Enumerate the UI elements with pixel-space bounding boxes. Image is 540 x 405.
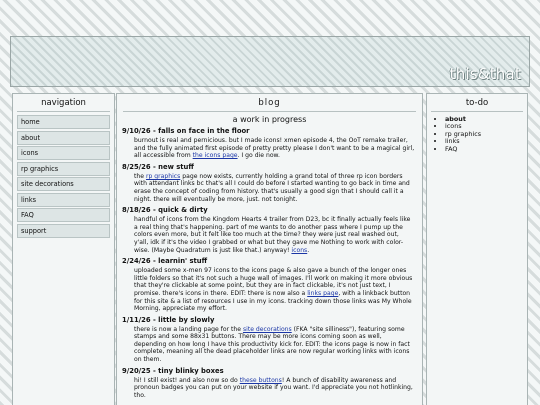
todo-item-icons: • icons <box>445 123 527 130</box>
post-body <box>122 267 415 313</box>
post-body <box>122 377 415 400</box>
blog-post <box>117 257 422 313</box>
navigation-heading: navigation <box>17 94 110 112</box>
post-text: handful of icons from the Kingdom Hearts 4 trailer from D23, bc it finally actually feels like a real thing that's happening. part of me wants to do another pass where I pump up the colors even more, but it felt like too much at the time? they were just real washed out, y'all, idk if it's the video I grabbed or what but they gave me Nothing to work with color-wise. (Maybe Quadratum is just like that.) anyway! <box>134 216 411 254</box>
site-title: this&that <box>449 65 521 83</box>
nav-item-rp-graphics[interactable]: rp graphics <box>17 162 110 176</box>
post-title: 8/25/26 - new stuff <box>122 162 194 171</box>
post-text: (FKA "site silliness"), featuring some stamps and some 88x31 buttons. There may be more icons coming soon as well, depending on how long I have this productivity kick for. EDIT: the icons page is now in fact complete, meaning all the dead placeholder links are now regular working links with icons on them. <box>134 325 410 364</box>
links-page-link[interactable]: links page <box>307 289 339 297</box>
todo-item-faq: • FAQ <box>445 146 527 153</box>
navigation-list <box>13 115 114 238</box>
post-title: 1/11/26 - little by slowly <box>122 315 215 324</box>
nav-item-icons[interactable]: icons <box>17 146 110 160</box>
nav-item-site-decorations[interactable]: site decorations <box>17 177 110 191</box>
post-text: uploaded some x-men 97 icons to the icons page & also gave a bunch of the longer ones little folders so that it's not such a huge wall of images. I'll work on making it more obvious that they're clickable at some point, but they are in fact clickable, it's not just text, I promise. there's icons in there. EDIT: there is now also a <box>134 267 413 297</box>
blog-heading: blog <box>123 94 416 112</box>
blog-panel <box>116 93 423 405</box>
nav-item-links[interactable]: links <box>17 193 110 207</box>
post-title: 9/20/25 - tiny blinky boxes <box>122 366 224 375</box>
post-text: . I go die now. <box>237 152 280 160</box>
post-text: there is now a landing page for the <box>134 325 243 333</box>
todo-item-links: • links <box>445 138 527 145</box>
blog-post <box>117 316 422 364</box>
navigation-panel <box>12 93 115 405</box>
todo-list <box>427 116 527 153</box>
blog-post <box>117 127 422 160</box>
post-text: , with a linkback button for this site & a list of resources I use in my icons. tracking down those links was My Whole Morning, appreciate my effort. <box>134 289 412 313</box>
post-body <box>122 137 415 160</box>
nav-item-home[interactable]: home <box>17 115 110 129</box>
nav-item-support[interactable]: support <box>17 224 110 238</box>
post-body <box>122 326 415 364</box>
todo-panel <box>426 93 528 405</box>
post-text: burnout is real and pernicious. but I made icons! xmen episode 4, the OoT remake trailer, and the fully animated first episode of pretty pretty please I don't want to be a magical girl, all accessible from <box>134 137 415 160</box>
post-text: the <box>134 172 146 180</box>
post-body <box>122 216 415 254</box>
post-text: hi! I still exist! and also now so do <box>134 376 240 384</box>
site-decorations-link[interactable]: site decorations <box>242 325 292 333</box>
todo-item-rp-graphics: • rp graphics <box>445 131 527 138</box>
these-buttons-link[interactable]: these buttons <box>239 376 282 384</box>
nav-item-about[interactable]: about <box>17 131 110 145</box>
post-title: 8/18/26 - quick & dirty <box>122 206 208 215</box>
blog-post <box>117 163 422 203</box>
nav-item-faq[interactable]: FAQ <box>17 208 110 222</box>
post-title: 9/10/26 - falls on face in the floor <box>122 127 250 135</box>
post-text: ! A bunch of disability awareness and pronoun badges you can put on your website if you want. I'd appreciate you not hotlinking, tho. <box>134 376 413 399</box>
blog-post <box>117 206 422 254</box>
todo-item-about: • about <box>445 116 527 123</box>
blog-post <box>117 367 422 400</box>
post-text: . <box>307 246 310 254</box>
site-header <box>10 36 530 87</box>
todo-heading: to-do <box>431 94 523 112</box>
blog-subheading: a work in progress <box>232 115 307 124</box>
post-body <box>122 173 415 203</box>
icons-link[interactable]: icons <box>291 246 308 254</box>
icons-page-link[interactable]: the icons page <box>192 152 238 160</box>
post-title: 2/24/26 - learnin' stuff <box>122 257 208 266</box>
post-text: page now exists, currently holding a grand total of three rp icon borders with attendant links bc that's all I could do before I started wanting to go back in time and erase the concept of coding from history. that's usually a good sign that I should call it a night. there will eventually be more, just. not tonight. <box>134 172 410 203</box>
rp-graphics-link[interactable]: rp graphics <box>145 172 181 180</box>
